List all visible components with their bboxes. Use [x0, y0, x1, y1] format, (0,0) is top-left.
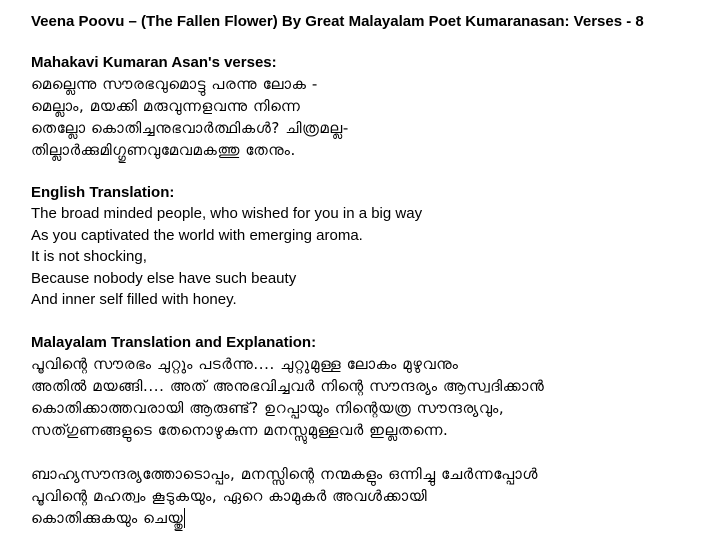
- spacer: [31, 32, 701, 53]
- verse-line: മെല്ലാം, മയക്കി മരുവുന്നളവന്നു നിന്നെ: [31, 97, 301, 115]
- explanation-line: ബാഹ്യസൗന്ദര്യത്തോടൊപ്പം, മനസ്സിന്റെ നന്മകളും ഒന്നിച്ചു ചേർന്നപ്പോൾ: [31, 464, 538, 483]
- spacer: [31, 311, 701, 333]
- translation-line: As you captivated the world with emerging aroma.: [31, 226, 363, 244]
- explanation-line-text: കൊതിക്കുകയും ചെയ്തു: [31, 508, 184, 527]
- malayalam-explanation-heading: Malayalam Translation and Explanation:: [31, 333, 317, 351]
- translation-line: The broad minded people, who wished for you in a big way: [31, 205, 423, 222]
- translation-line: Because nobody else have such beauty: [31, 269, 297, 287]
- translation-line: It is not shocking,: [31, 248, 147, 265]
- explanation-last-line[interactable]: [31, 507, 701, 529]
- english-translation-heading: English Translation:: [31, 184, 175, 201]
- explanation-line: കൊതിക്കാത്തവരായി ആരുണ്ട്? ഉറപ്പായും നിന്റെയത്ര സൗന്ദര്യവും,: [31, 398, 505, 417]
- verse-line: തില്ലാർക്കുമിഗ്ഗുണവുമേവമകത്തു തേനും.: [31, 141, 296, 159]
- spacer: [31, 441, 701, 463]
- spacer: [31, 161, 701, 183]
- text-cursor: [184, 508, 185, 528]
- explanation-line: അതിൽ മയങ്ങി.... അത് അനുഭവിച്ചവർ നിന്റെ സൗന്ദര്യം ആസ്വദിക്കാൻ: [31, 376, 545, 395]
- explanation-line: സത്ഗുണങ്ങളുടെ തേനൊഴുകുന്ന മനസ്സുമുള്ളവർ ഇല്ലതന്നെ.: [31, 420, 449, 439]
- verse-line: മെല്ലെന്നു സൗരഭവുമൊട്ടു പരന്നു ലോക -: [31, 75, 318, 93]
- page-title: Veena Poovu – (The Fallen Flower) By Great Malayalam Poet Kumaranasan: Verses - 8: [31, 13, 644, 30]
- verses-heading: Mahakavi Kumaran Asan's verses:: [31, 54, 277, 71]
- explanation-line: പൂവിന്റെ മഹത്വം കൂടുകയും, ഏറെ കാമുകർ അവൾക്കായി: [31, 486, 428, 505]
- translation-line: And inner self filled with honey.: [31, 291, 237, 308]
- document-body: [31, 12, 701, 529]
- verse-line: തെല്ലോ കൊതിച്ചനുഭവാർത്ഥികൾ? ചിത്രമല്ല-: [31, 119, 349, 137]
- explanation-line: പൂവിന്റെ സൗരഭം ചുറ്റും പടർന്നു.... ചുറ്റുമുള്ള ലോകം മുഴുവനും: [31, 354, 459, 373]
